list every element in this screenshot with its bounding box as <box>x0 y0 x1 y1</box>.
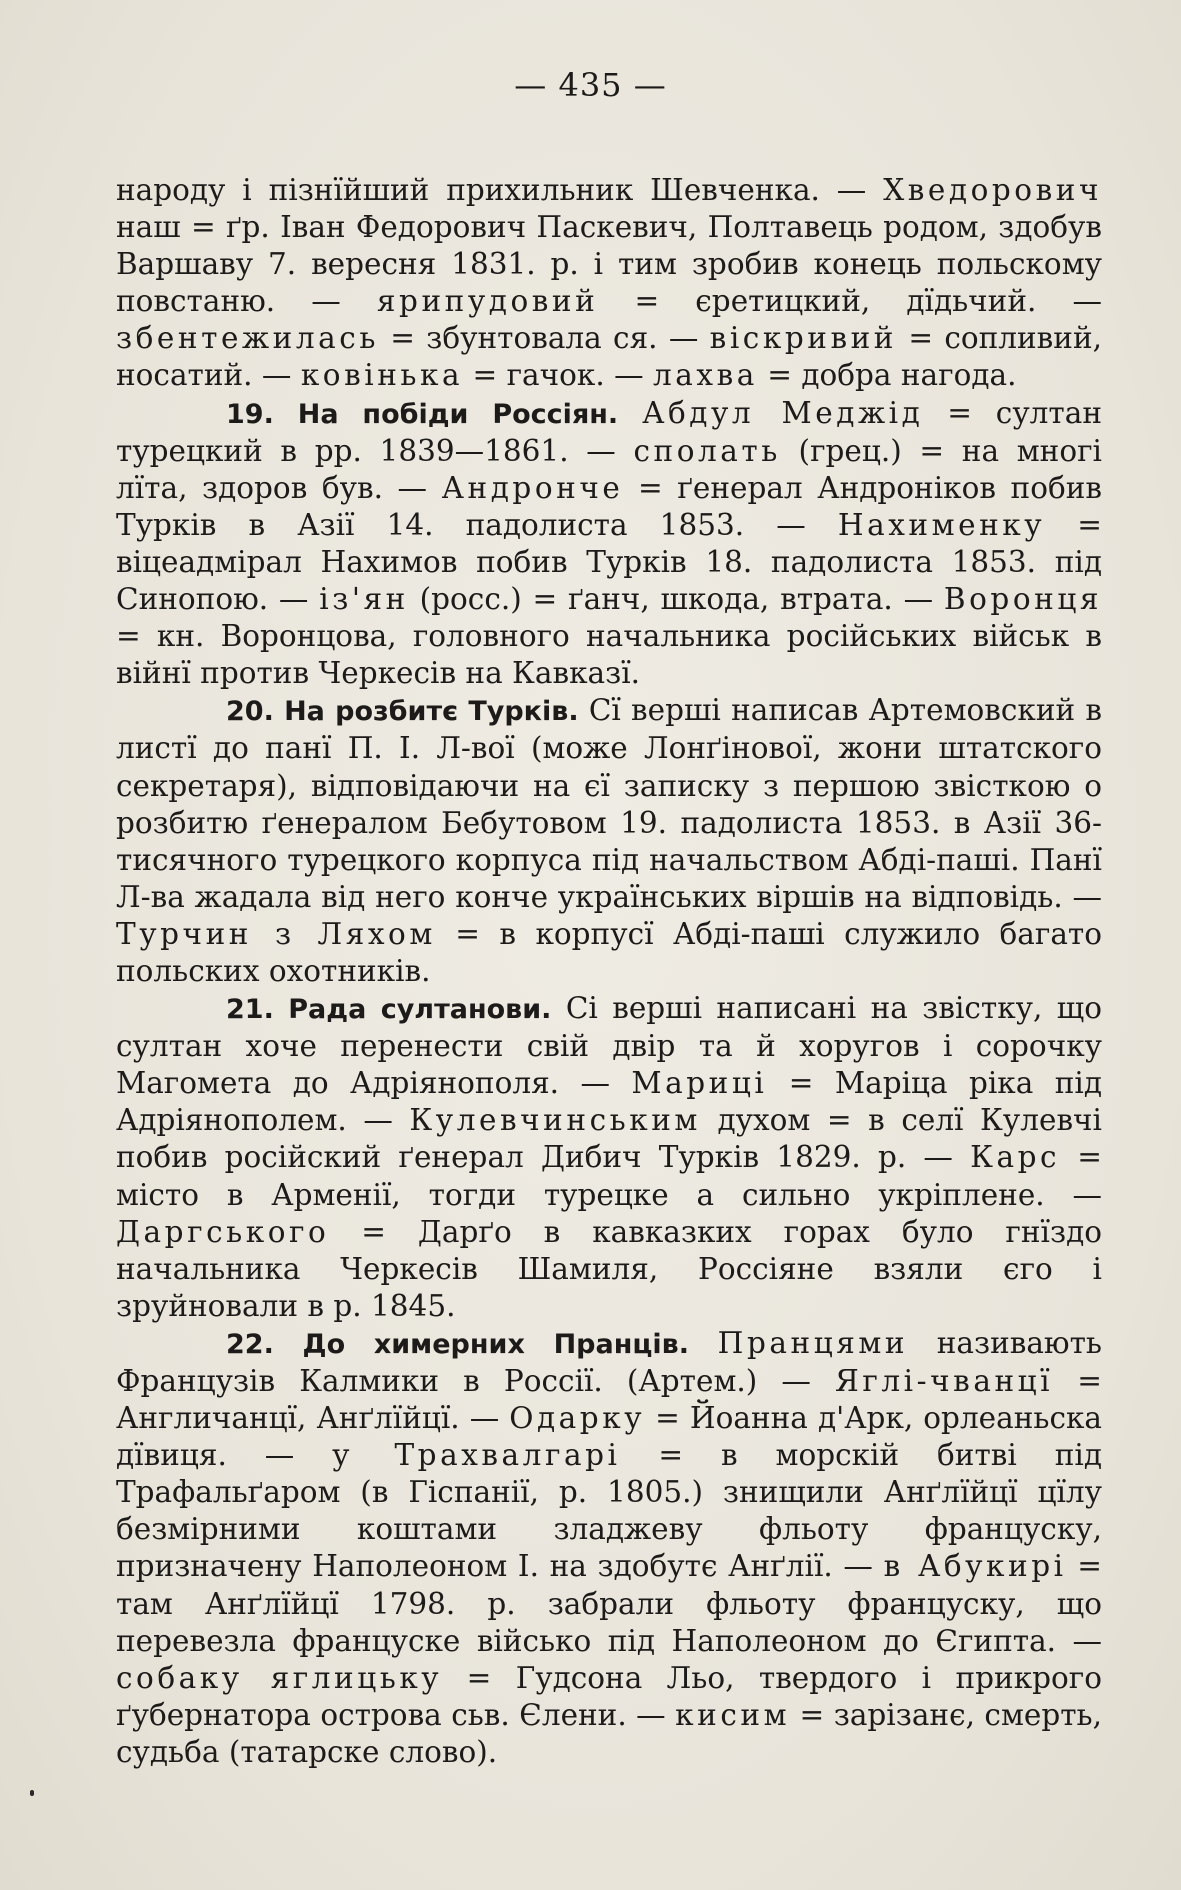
text: (грец.) = на многі лїта, здоров був. — <box>116 433 1102 505</box>
text: = єретицкий, дїдьчий. — <box>598 284 1102 319</box>
term: Андронче <box>441 470 624 505</box>
term: сполать <box>633 433 781 468</box>
section-title: До химерних Пранців. <box>302 1328 689 1360</box>
text: = гачок. — <box>463 358 653 393</box>
ink-speck <box>30 1790 34 1796</box>
text: (росс.) = ґанч, шкода, втрата. — <box>408 582 944 617</box>
section-title: На побіди Россіян. <box>297 398 619 430</box>
term: собаку яглицьку <box>116 1660 443 1695</box>
page-body <box>116 172 1102 1771</box>
text: = Гудсона Льо, твердого і прикрого ґубернатора острова сьв. Єлени. — <box>116 1660 1103 1732</box>
text: наш = ґр. Іван Федорович Паскевич, Полтавець родом, здобув Варшаву 7. вересня 1831. р. і тим зробив конець польскому повстаню. — <box>116 210 1102 319</box>
text: = в морскій битві під Трафальґаром (в Гіспанії, р. 1805.) знищили Анґлїйцї цїлу безмірними коштами зладжеву фльоту француску, призначену Наполеоном І. на здобутє Анґлії. — <box>116 1438 1102 1584</box>
text: = збунтовала ся. — <box>378 321 710 356</box>
term: в Абукирі <box>883 1549 1067 1584</box>
term: Абдул Меджід <box>642 395 924 430</box>
text: = Дарґо в кавказких горах було гнїздо начальника Черкесів Шамиля, Россіяне взяли єго і зруйновали в р. 1845. <box>116 1214 1102 1323</box>
text: = кн. Воронцова, головного начальника російських військ в війнї против Черкесів на Кавказї. <box>116 619 1102 691</box>
text: Сі верші написані на звістку, що султан хоче перенести свій двір та й хоругов і сорочку Магомета до Адріянополя. — <box>116 991 1102 1101</box>
section-22 <box>116 1325 1102 1771</box>
text: = зарізанє, смерть, судьба (татарске слово). <box>116 1697 1102 1769</box>
section-19 <box>116 395 1102 693</box>
term: віскривий <box>709 321 898 356</box>
term: ковінька <box>300 358 464 393</box>
term: кисим <box>675 1697 791 1732</box>
term: Нахименку <box>837 507 1046 542</box>
section-number: 21. <box>226 994 274 1026</box>
term: лахва <box>652 358 758 393</box>
term: Яглі-чванцї <box>835 1364 1054 1398</box>
text: духом = в селї Кулевчі побив російский ґенерал Дибич Турків 1829. р. — <box>116 1103 1102 1175</box>
section-title: Рада султанови. <box>288 994 552 1026</box>
text: називають Французів Калмики в Россії. (Артем.) — <box>116 1325 1102 1398</box>
text: = сопливий, носатий. — <box>116 321 1102 393</box>
paragraph-continuation <box>116 172 1102 395</box>
term: Одарку <box>509 1401 646 1436</box>
term: Пранцями <box>717 1325 909 1360</box>
text: народу і пізнїйший прихильник Шевченка. — <box>116 173 884 207</box>
term: у Трахвалгарі <box>332 1438 621 1473</box>
term: Кулевчинським <box>409 1103 701 1138</box>
text: = Маріца ріка під Адріянополем. — <box>116 1066 1102 1138</box>
text: Сї верші написав Артемовский в листї до панї П. І. Л-вої (може Лонґінової, жони штатского секретаря), відповідаючи на єї записку з першою звісткою о розбитю ґенералом Бебутовом 19. падолиста 1853. в Азії 36-тисячного турецкого корпуса під начальством Абді-паші. Панї Л-ва жадала від него конче українських віршів на відповідь. — <box>116 693 1102 914</box>
section-number: 20. <box>226 696 274 728</box>
text: = ґенерал Андроніков побив Турків в Азії 14. падолиста 1853. — <box>116 470 1102 542</box>
section-number: 19. <box>226 398 274 430</box>
term: Турчин з Ляхом <box>116 916 436 951</box>
text: = добра нагода. <box>757 358 1017 393</box>
term: Хведорович <box>883 173 1102 207</box>
page-number: — 435 — <box>514 66 667 104</box>
text: = Йоанна д'Арк, орлеаньска дївиця. — <box>116 1401 1102 1473</box>
term: Карс <box>970 1140 1061 1175</box>
text: = віцеадмірал Нахимов побив Турків 18. падолиста 1853. під Синопою. — <box>116 507 1102 617</box>
term: Даргського <box>116 1214 330 1249</box>
section-21 <box>116 990 1102 1325</box>
section-title: На розбитє Турків. <box>284 696 579 728</box>
text: = султан турецкий в рр. 1839—1861. — <box>116 395 1102 468</box>
term: збентежилась <box>116 321 379 356</box>
text: = там Анґлїйцї 1798. р. забрали фльоту француску, що перевезла француске військо під Наполеоном до Єгипта. — <box>116 1549 1102 1658</box>
text: = в корпусї Абді-паші служило багато польских охотників. <box>116 916 1102 988</box>
text: = Англичанцї, Анґлїйцї. — <box>116 1364 1102 1436</box>
term: Мариці <box>631 1066 768 1101</box>
section-number: 22. <box>226 1328 274 1360</box>
term: Воронця <box>943 582 1102 617</box>
text <box>689 1326 718 1360</box>
section-20 <box>116 692 1102 990</box>
term: із'ян <box>319 582 409 617</box>
term: ярипудовий <box>376 284 599 319</box>
text: = місто в Арменії, тогди турецке а сильно укріплене. — <box>116 1140 1102 1212</box>
